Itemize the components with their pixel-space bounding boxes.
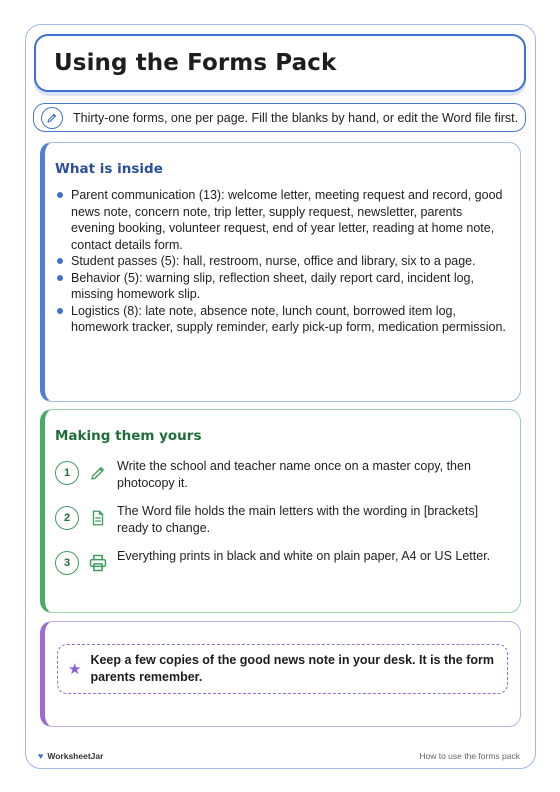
inside-list <box>55 187 506 336</box>
what-is-inside-card <box>40 142 521 402</box>
step-number: 1 <box>55 461 79 485</box>
step-text: Write the school and teacher name once on a master copy, then photocopy it. <box>117 459 471 490</box>
printer-icon <box>87 552 109 574</box>
list-item: Parent communication (13): welcome letter, meeting request and record, good news note, concern note, trip letter, supply request, newsletter, parents evening booking, volunteer request, end of year letter, reading at home note, contact details form. <box>55 187 506 253</box>
title-banner <box>34 34 526 92</box>
making-them-yours-heading: Making them yours <box>55 428 202 444</box>
document-icon <box>87 507 109 529</box>
step-number: 3 <box>55 551 79 575</box>
step-2 <box>55 503 506 536</box>
tip-text: Keep a few copies of the good news note in your desk. It is the form parents remember. <box>90 653 494 684</box>
making-them-yours-card <box>40 409 521 613</box>
intro-text: Thirty-one forms, one per page. Fill the blanks by hand, or edit the Word file first. <box>73 110 519 125</box>
intro-banner <box>33 103 526 132</box>
pencil-icon <box>87 462 109 484</box>
what-is-inside-heading: What is inside <box>55 161 163 177</box>
list-item: Behavior (5): warning slip, reflection sheet, daily report card, incident log, missing homework slip. <box>55 270 506 303</box>
heart-icon: ♥ <box>38 751 44 761</box>
star-icon: ★ <box>68 661 82 678</box>
step-number: 2 <box>55 506 79 530</box>
footer-brand <box>38 751 103 761</box>
tip-card <box>40 621 521 727</box>
footer-page-label: How to use the forms pack <box>419 751 520 761</box>
step-text: The Word file holds the main letters with the wording in [brackets] ready to change. <box>117 504 479 535</box>
tip-box <box>57 644 508 694</box>
list-item: Logistics (8): late note, absence note, lunch count, borrowed item log, homework tracker, supply reminder, early pick-up form, medication permission. <box>55 303 506 336</box>
step-3 <box>55 548 506 575</box>
step-1 <box>55 458 506 491</box>
step-text: Everything prints in black and white on plain paper, A4 or US Letter. <box>117 549 491 563</box>
brand-name: WorksheetJar <box>47 751 104 761</box>
list-item: Student passes (5): hall, restroom, nurse, office and library, six to a page. <box>55 253 506 270</box>
page-title: Using the Forms Pack <box>54 50 337 76</box>
pencil-icon <box>41 107 63 129</box>
